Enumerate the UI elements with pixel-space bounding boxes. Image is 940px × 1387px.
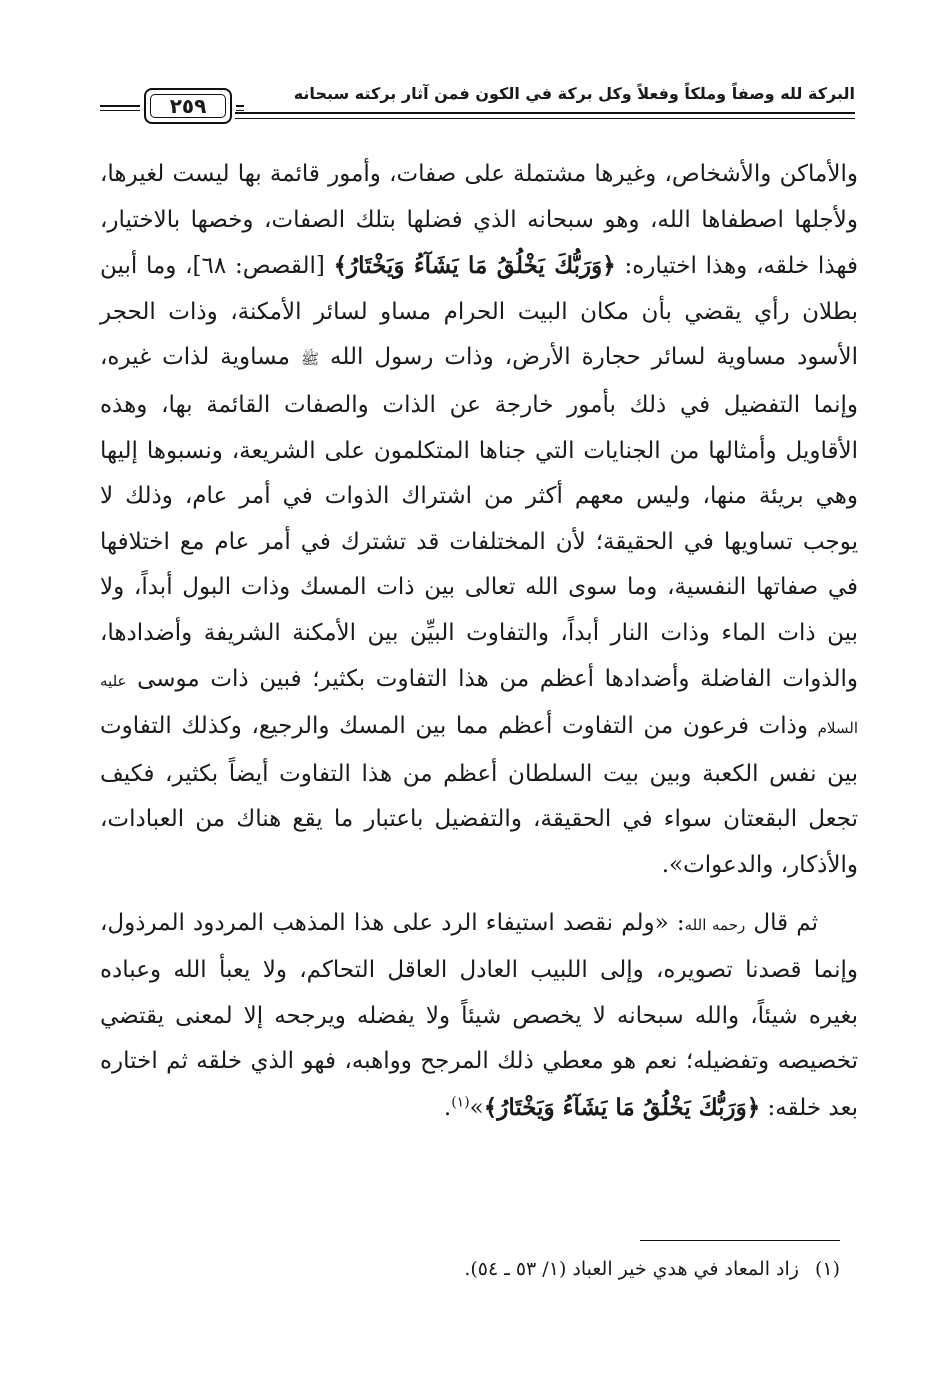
header-rule-thick [235, 112, 855, 114]
footnote-separator [640, 1240, 840, 1241]
footnote [100, 1258, 840, 1280]
footnote-text: زاد المعاد في هدي خير العباد (١/ ٥٣ ـ ٥٤). [464, 1258, 799, 1280]
page-number: ٢٥٩ [169, 94, 207, 118]
page-header [100, 78, 855, 128]
header-ornament-line [236, 105, 244, 111]
quran-verse: ﴿وَرَبُّكَ يَخْلُقُ مَا يَشَآءُ وَيَخْتَارُ﴾ [483, 1093, 761, 1121]
quran-verse: ﴿وَرَبُّكَ يَخْلُقُ مَا يَشَآءُ وَيَخْتَارُ﴾ [333, 252, 616, 280]
main-text [100, 152, 858, 1131]
footnote-number: (١) [814, 1258, 840, 1280]
paragraph-2: ثم قال رحمه الله: «ولم نقصد استيفاء الرد على هذا المذهب المردود المرذول، وإنما قصدنا تصويره، وإلى اللبيب العادل العاقل التحاكم، ولا يعبأ الله وعباده بغيره شيئاً، والله سبحانه لا يخصص شيئاً ولا يفضله ويرجحه إلا لمعنى يقتضي تخصيصه وتفضيله؛ نعم هو معطي ذلك المرجح وواهبه، فهو الذي خلقه ثم اختاره بعد خلقه: ﴿وَرَبُّكَ يَخْلُقُ مَا يَشَآءُ وَيَخْتَارُ﴾»$^{(١)}$. [100, 909, 858, 1121]
header-ornament-line [100, 105, 140, 111]
header-rule-thin [235, 118, 855, 119]
honorific-prophet: ﷺ [300, 350, 320, 369]
paragraph-1: والأماكن والأشخاص، وغيرها مشتملة على صفات، وأمور قائمة بها ليست لغيرها، ولأجلها اصطفاها الله، وهو سبحانه الذي فضلها بتلك الصفات، وخصها بالاختيار، فهذا خلقه، وهذا اختياره: ﴿وَرَبُّكَ يَخْلُقُ مَا يَشَآءُ وَيَخْتَارُ﴾ [القصص: ٦٨]، وما أبين بطلان رأي يقضي بأن مكان البيت الحرام مساو لسائر الأمكنة، وذات الحجر الأسود مساوية لسائر حجارة الأرض، وذات رسول الله ﷺ مساوية لذات غيره، وإنما التفضيل في ذلك بأمور خارجة عن الذات والصفات القائمة بها، وهذه الأقاويل وأمثالها من الجنايات التي جناها المتكلمون على الشريعة، ونسبوها إليها وهي بريئة منها، وليس معهم أكثر من اشتراك الذوات في أمر عام، وذلك لا يوجب تساويها في الحقيقة؛ لأن المختلفات قد تشترك في أمر عام مع اختلافها في صفاتها النفسية، وما سوى الله تعالى بين ذات المسك وذات البول أبداً، ولا بين ذات الماء وذات النار أبداً، والتفاوت البيِّن بين الأمكنة الشريفة وأضدادها، والذوات الفاضلة وأضدادها أعظم من هذا التفاوت بكثير؛ فبين ذات موسى عليه السلام وذات فرعون من التفاوت أعظم مما بين المسك والرجيع، وكذلك التفاوت بين نفس الكعبة وبين بيت السلطان أعظم من هذا التفاوت أيضاً بكثير، فكيف تجعل البقعتان سواء في الحقيقة، والتفضيل باعتبار ما يقع هناك من العبادات، والأذكار، والدعوات». [100, 161, 859, 878]
honorific-rahimahu: رحمه الله [684, 915, 746, 934]
running-title: البركة لله وصفاً وملكاً وفعلاً وكل بركة في الكون فمن آثار بركته سبحانه [293, 84, 855, 103]
honorific-musa: عليه السلام [100, 671, 858, 738]
page-number-frame [144, 88, 232, 124]
footnote-reference[interactable]: (١) [451, 1094, 470, 1111]
